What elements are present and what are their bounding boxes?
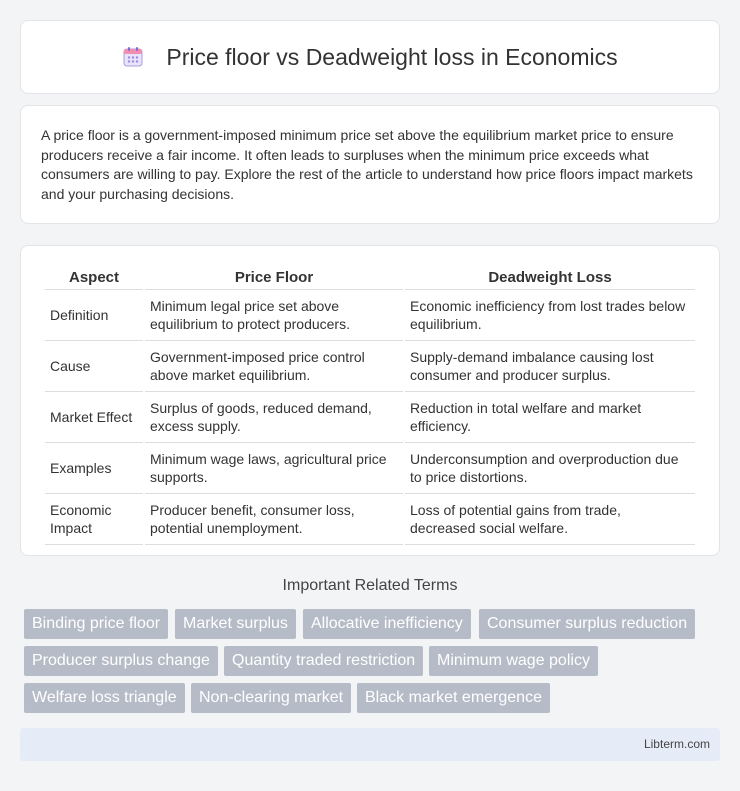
cell-deadweight-loss: Underconsumption and overproduction due to price distortions.: [405, 443, 695, 494]
cell-price-floor: Producer benefit, consumer loss, potential unemployment.: [145, 494, 403, 545]
tag-welfare-loss-triangle[interactable]: Welfare loss triangle: [24, 683, 185, 713]
header-card: [20, 20, 720, 94]
tag-market-surplus[interactable]: Market surplus: [175, 609, 296, 639]
cell-deadweight-loss: Loss of potential gains from trade, decreased social welfare.: [405, 494, 695, 545]
intro-card: [20, 105, 720, 224]
cell-price-floor: Surplus of goods, reduced demand, excess supply.: [145, 392, 403, 443]
cell-price-floor: Minimum wage laws, agricultural price supports.: [145, 443, 403, 494]
cell-aspect: Cause: [45, 341, 143, 392]
calendar-icon: [122, 46, 144, 68]
cell-aspect: Market Effect: [45, 392, 143, 443]
table-row: [45, 494, 695, 545]
tag-consumer-surplus-reduction[interactable]: Consumer surplus reduction: [479, 609, 695, 639]
cell-deadweight-loss: Economic inefficiency from lost trades below equilibrium.: [405, 290, 695, 341]
cell-price-floor: Minimum legal price set above equilibrium to protect producers.: [145, 290, 403, 341]
cell-deadweight-loss: Reduction in total welfare and market efficiency.: [405, 392, 695, 443]
intro-text: A price floor is a government-imposed minimum price set above the equilibrium market price to ensure producers receive a fair income. It often leads to surpluses when the minimum price exceeds what consumers are willing to pay. Explore the rest of the article to understand how price floors impact markets and your purchasing decisions.: [41, 127, 693, 202]
cell-aspect: Definition: [45, 290, 143, 341]
table-row: [45, 392, 695, 443]
header-deadweight-loss: Deadweight Loss: [405, 264, 695, 290]
header-aspect: Aspect: [45, 264, 143, 290]
tag-black-market-emergence[interactable]: Black market emergence: [357, 683, 550, 713]
tag-allocative-inefficiency[interactable]: Allocative inefficiency: [303, 609, 471, 639]
tag-minimum-wage-policy[interactable]: Minimum wage policy: [429, 646, 598, 676]
cell-price-floor: Government-imposed price control above market equilibrium.: [145, 341, 403, 392]
table-row: [45, 341, 695, 392]
table-row: [45, 443, 695, 494]
page-title: Price floor vs Deadweight loss in Economics: [166, 43, 618, 70]
cell-aspect: Economic Impact: [45, 494, 143, 545]
related-terms-title: Important Related Terms: [282, 577, 458, 594]
tag-producer-surplus-change[interactable]: Producer surplus change: [24, 646, 218, 676]
tag-non-clearing-market[interactable]: Non-clearing market: [191, 683, 351, 713]
tag-quantity-traded-restriction[interactable]: Quantity traded restriction: [224, 646, 423, 676]
header-price-floor: Price Floor: [145, 264, 403, 290]
footer: [20, 728, 720, 761]
tag-binding-price-floor[interactable]: Binding price floor: [24, 609, 168, 639]
cell-deadweight-loss: Supply-demand imbalance causing lost consumer and producer surplus.: [405, 341, 695, 392]
comparison-table-card: [20, 245, 720, 556]
table-header-row: [45, 264, 695, 290]
comparison-table: [43, 264, 697, 545]
footer-site-link[interactable]: Libterm.com: [643, 737, 710, 751]
cell-aspect: Examples: [45, 443, 143, 494]
table-row: [45, 290, 695, 341]
